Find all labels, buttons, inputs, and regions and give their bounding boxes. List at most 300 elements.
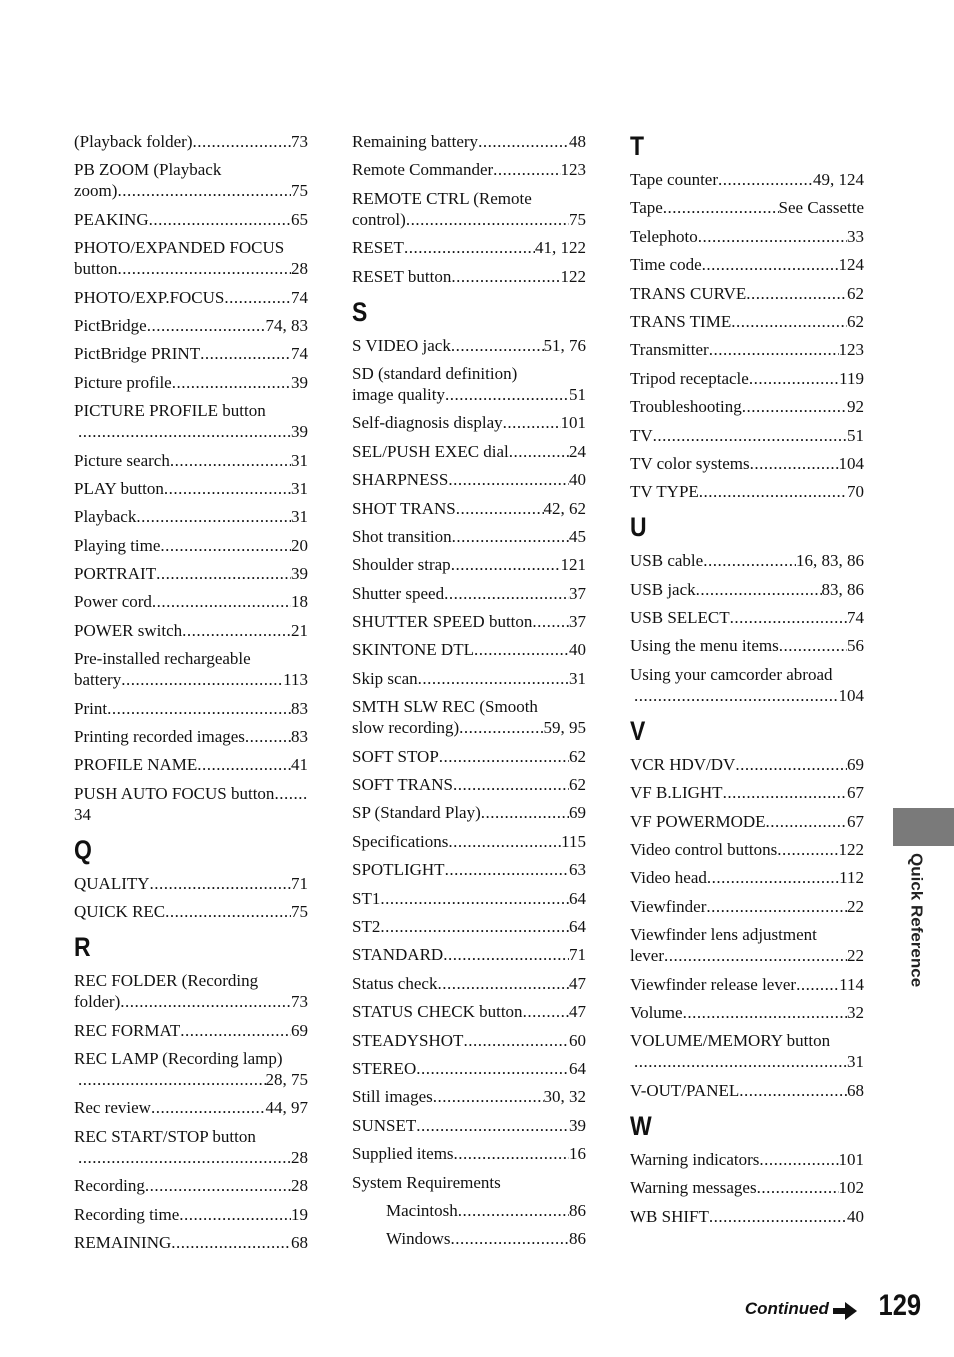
dot-leader — [707, 867, 839, 888]
dot-leader — [452, 526, 569, 547]
entry-term: USB jack — [630, 579, 696, 599]
index-entry — [352, 1086, 586, 1107]
index-entry — [352, 696, 586, 738]
entry-term: VOLUME/MEMORY button — [630, 1031, 831, 1051]
dot-leader — [749, 368, 839, 389]
entry-term: Time code — [630, 255, 702, 275]
dot-leader — [180, 1020, 291, 1041]
entry-term: Troubleshooting — [630, 397, 742, 417]
index-entry — [74, 1126, 308, 1168]
page-reference: 74 — [291, 287, 308, 307]
dot-leader — [406, 209, 569, 230]
entry-term: SP (Standard Play) — [352, 803, 481, 823]
entry-term: ST1 — [352, 888, 381, 908]
page-reference: 123 — [838, 340, 864, 360]
section-heading: U — [630, 512, 647, 543]
index-entry — [630, 169, 864, 190]
page-reference: 64 — [569, 888, 586, 908]
index-entry — [630, 311, 864, 332]
dot-leader — [759, 1149, 838, 1170]
dot-leader — [444, 583, 569, 604]
entry-term: SHUTTER SPEED button — [352, 612, 533, 632]
entry-term: zoom) — [74, 181, 118, 201]
entry-term: PICTURE PROFILE button — [74, 401, 266, 421]
entry-term: SUNSET — [352, 1115, 417, 1135]
right-arrow-icon — [833, 1302, 857, 1320]
page-reference: 69 — [291, 1020, 308, 1040]
dot-leader — [699, 481, 847, 502]
entry-term: (Playback folder) — [74, 132, 193, 151]
entry-term: Shoulder strap — [352, 555, 451, 575]
page-reference: 42, 62 — [543, 498, 586, 518]
dot-leader — [478, 131, 569, 152]
index-entry — [630, 1030, 864, 1072]
index-entry — [74, 620, 308, 641]
dot-leader — [706, 896, 847, 917]
index-entry — [630, 811, 864, 832]
dot-leader — [156, 563, 291, 584]
dot-leader — [458, 1200, 569, 1221]
page-reference: 40 — [569, 470, 586, 490]
entry-term: SD (standard definition) — [352, 363, 518, 383]
dot-leader — [456, 498, 544, 519]
page-reference: 20 — [291, 535, 308, 555]
index-entry — [352, 888, 586, 909]
page-reference: 114 — [839, 974, 864, 994]
entry-term: slow recording) — [352, 718, 460, 738]
section-heading: Q — [74, 834, 92, 865]
page-reference: 16 — [569, 1144, 586, 1164]
dot-leader — [171, 1232, 291, 1253]
page-reference: 24 — [569, 441, 586, 461]
index-entry — [352, 973, 586, 994]
index-entry — [630, 197, 864, 218]
index-entry — [630, 396, 864, 417]
entry-term: QUICK REC — [74, 902, 166, 922]
entry-term: Picture search — [74, 450, 170, 470]
dot-leader — [523, 1001, 569, 1022]
page-reference: 71 — [291, 873, 308, 893]
entry-term: Remaining battery — [352, 132, 479, 151]
section-heading: S — [352, 296, 368, 327]
entry-term: SHARPNESS — [352, 470, 449, 490]
page-reference: 39 — [291, 372, 308, 392]
index-entry — [630, 867, 864, 888]
entry-term: Self-diagnosis display — [352, 413, 503, 433]
dot-leader — [437, 973, 569, 994]
page-reference: 51 — [847, 425, 864, 445]
page-reference: 69 — [847, 754, 864, 774]
dot-leader — [170, 450, 291, 471]
index-entry — [630, 425, 864, 446]
page-reference: 86 — [569, 1229, 586, 1249]
entry-term: VF B.LIGHT — [630, 783, 723, 803]
entry-term: S VIDEO jack — [352, 335, 451, 355]
index-entry — [352, 335, 586, 356]
page-reference: 60 — [569, 1030, 586, 1050]
page-reference: 49, 124 — [813, 170, 864, 189]
entry-term: TV TYPE — [630, 482, 699, 502]
page-reference: 56 — [847, 636, 864, 656]
page-reference: 64 — [569, 916, 586, 936]
index-entry — [352, 237, 586, 258]
dot-leader — [777, 839, 838, 860]
entry-term: USB SELECT — [630, 608, 730, 628]
entry-term: Recording — [74, 1176, 145, 1196]
entry-term: Warning messages — [630, 1178, 757, 1198]
page-reference: 40 — [847, 1206, 864, 1226]
page-reference: 28, 75 — [265, 1069, 308, 1089]
index-entry — [352, 859, 586, 880]
dot-leader — [152, 591, 291, 612]
dot-leader — [192, 131, 291, 152]
index-entry — [74, 400, 308, 442]
page-reference: 28 — [291, 1147, 308, 1167]
dot-leader — [493, 159, 560, 180]
entry-term: PLAY button — [74, 478, 164, 498]
page-reference: 41, 122 — [535, 238, 586, 258]
dot-leader — [723, 782, 847, 803]
entry-term: PHOTO/EXPANDED FOCUS — [74, 238, 285, 258]
page-reference: 123 — [560, 160, 586, 180]
dot-leader — [78, 1069, 266, 1090]
section-heading: W — [630, 1110, 652, 1141]
section-heading: R — [74, 932, 91, 963]
dot-leader — [107, 698, 291, 719]
index-entry — [352, 774, 586, 795]
entry-term: ST2 — [352, 916, 381, 936]
page-reference: 104 — [838, 685, 864, 705]
entry-term: control) — [352, 209, 406, 229]
index-entry — [630, 550, 864, 571]
page-reference: 31 — [291, 450, 308, 470]
entry-term: Macintosh — [386, 1200, 458, 1220]
page-reference: 119 — [839, 368, 864, 388]
index-entry — [74, 287, 308, 308]
index-entry — [630, 635, 864, 656]
entry-term: Remote Commander — [352, 160, 494, 180]
entry-term: SPOTLIGHT — [352, 860, 445, 880]
entry-term: button — [74, 259, 118, 279]
index-entry — [630, 481, 864, 502]
page-reference: 62 — [847, 283, 864, 303]
entry-term: Playing time — [74, 535, 161, 555]
index-entry — [630, 579, 864, 600]
index-entry — [352, 131, 586, 152]
index-entry — [352, 441, 586, 462]
page-reference: 28 — [291, 1176, 308, 1196]
index-entry — [74, 754, 308, 775]
dot-leader — [172, 372, 291, 393]
dot-leader — [663, 197, 779, 218]
dot-leader — [150, 873, 291, 894]
page-reference: 31 — [291, 507, 308, 527]
dot-leader — [702, 254, 839, 275]
page-reference: 74 — [847, 608, 864, 628]
page-reference: 101 — [838, 1149, 864, 1169]
index-entry — [630, 368, 864, 389]
page-reference: 18 — [291, 592, 308, 612]
index-entry — [352, 611, 586, 632]
entry-term: STEADYSHOT — [352, 1030, 464, 1050]
page-reference: 75 — [291, 181, 308, 201]
index-entry — [74, 315, 308, 336]
index-entry — [352, 498, 586, 519]
dot-leader — [120, 991, 291, 1012]
index-column-3 — [630, 131, 864, 1234]
index-entry — [630, 1149, 864, 1170]
index-entry — [352, 188, 586, 230]
index-entry — [74, 343, 308, 364]
index-entry — [74, 591, 308, 612]
page-reference: 92 — [847, 397, 864, 417]
entry-term: Still images — [352, 1087, 433, 1107]
index-entry — [352, 1030, 586, 1051]
index-entry — [352, 831, 586, 852]
entry-term: RESET — [352, 238, 404, 258]
dot-leader — [453, 774, 569, 795]
dot-leader — [443, 944, 569, 965]
entry-term: Playback — [74, 507, 137, 527]
dot-leader — [418, 668, 569, 689]
dot-leader — [664, 945, 847, 966]
entry-term: REMOTE CTRL (Remote — [352, 188, 532, 208]
index-entry — [630, 607, 864, 628]
entry-term: QUALITY — [74, 873, 150, 893]
entry-term: Status check — [352, 973, 438, 993]
index-entry — [630, 1002, 864, 1023]
index-entry — [352, 526, 586, 547]
entry-term: Specifications — [352, 831, 449, 851]
page-reference: 112 — [839, 868, 864, 888]
page-reference: 102 — [838, 1178, 864, 1198]
entry-term: TV — [630, 425, 653, 445]
page-reference: 30, 32 — [543, 1087, 586, 1107]
index-entry — [630, 283, 864, 304]
index-entry — [352, 1001, 586, 1022]
page-reference: 62 — [569, 746, 586, 766]
dot-leader — [459, 717, 543, 738]
entry-term: PictBridge — [74, 315, 147, 335]
page-reference: 22 — [847, 946, 864, 966]
page-reference: 71 — [569, 945, 586, 965]
dot-leader — [757, 1177, 839, 1198]
dot-leader — [731, 311, 847, 332]
entry-term: WB SHIFT — [630, 1206, 709, 1226]
entry-term: STATUS CHECK button — [352, 1002, 523, 1022]
page-reference: 63 — [569, 860, 586, 880]
index-entry — [630, 226, 864, 247]
index-entry — [352, 412, 586, 433]
page-reference: 51, 76 — [543, 335, 586, 355]
entry-term: Viewfinder lens adjustment — [630, 925, 817, 945]
entry-term: Tripod receptacle — [630, 368, 749, 388]
index-entry — [74, 478, 308, 499]
index-entry — [630, 339, 864, 360]
index-entry — [74, 1232, 308, 1253]
dot-leader — [634, 1051, 847, 1072]
dot-leader — [746, 283, 847, 304]
page-reference: 69 — [569, 803, 586, 823]
dot-leader — [145, 1175, 291, 1196]
dot-leader — [416, 1115, 569, 1136]
dot-leader — [653, 425, 847, 446]
page-reference: 68 — [291, 1232, 308, 1252]
entry-term: TRANS TIME — [630, 311, 732, 331]
entry-term: PORTRAIT — [74, 564, 157, 584]
dot-leader — [451, 266, 560, 287]
entry-term: PB ZOOM (Playback — [74, 160, 222, 180]
page-reference: 68 — [847, 1080, 864, 1100]
index-entry — [74, 648, 308, 690]
dot-leader — [274, 783, 308, 804]
entry-term: Video head — [630, 868, 707, 888]
entry-term: lever — [630, 946, 664, 966]
entry-term: Shutter speed — [352, 583, 445, 603]
page-reference: 122 — [838, 840, 864, 860]
index-entry — [352, 802, 586, 823]
dot-leader — [245, 726, 291, 747]
index-entry — [74, 535, 308, 556]
dot-leader — [750, 453, 839, 474]
entry-term: Recording time — [74, 1204, 180, 1224]
index-entry — [74, 726, 308, 747]
entry-term: Using the menu items — [630, 636, 779, 656]
dot-leader — [117, 258, 291, 279]
index-entry — [74, 970, 308, 1012]
dot-leader — [404, 237, 535, 258]
index-entry — [352, 363, 586, 405]
page-reference: 45 — [569, 526, 586, 546]
index-entry — [630, 839, 864, 860]
entry-term: REC FOLDER (Recording — [74, 971, 259, 991]
page-reference: 70 — [847, 482, 864, 502]
index-entry — [74, 131, 308, 152]
index-entry — [352, 159, 586, 180]
entry-term: TRANS CURVE — [630, 283, 747, 303]
page-reference: 21 — [291, 620, 308, 640]
entry-term: battery — [74, 670, 122, 690]
page-reference: 51 — [569, 384, 586, 404]
dot-leader — [197, 754, 291, 775]
index-entry — [352, 1058, 586, 1079]
index-entry — [630, 1080, 864, 1101]
index-entry — [630, 1177, 864, 1198]
index-entry — [74, 1204, 308, 1225]
page-reference: 83, 86 — [821, 579, 864, 599]
entry-term: STANDARD — [352, 945, 444, 965]
entry-term: Pre-installed rechargeable — [74, 649, 251, 669]
entry-term: Viewfinder — [630, 896, 707, 916]
entry-term: PROFILE NAME — [74, 755, 198, 775]
index-entry — [74, 901, 308, 922]
page-reference: 37 — [569, 583, 586, 603]
dot-leader — [739, 1080, 847, 1101]
index-entry — [352, 469, 586, 490]
dot-leader — [709, 339, 839, 360]
index-entry — [352, 639, 586, 660]
entry-term: Transmitter — [630, 340, 709, 360]
page-reference: 47 — [569, 973, 586, 993]
dot-leader — [532, 611, 569, 632]
entry-term: REC FORMAT — [74, 1020, 181, 1040]
page-reference: 47 — [569, 1002, 586, 1022]
page-reference: 22 — [847, 896, 864, 916]
entry-term: Skip scan — [352, 668, 418, 688]
index-entry — [74, 372, 308, 393]
index-entry — [74, 1097, 308, 1118]
index-entry — [74, 1020, 308, 1041]
entry-term: Picture profile — [74, 372, 172, 392]
page-reference: 64 — [569, 1058, 586, 1078]
dot-leader — [718, 169, 813, 190]
index-entry — [352, 266, 586, 287]
entry-term: Viewfinder release lever — [630, 974, 797, 994]
entry-term: Supplied items — [352, 1144, 454, 1164]
index-entry — [74, 1175, 308, 1196]
page-reference: 31 — [569, 668, 586, 688]
index-entry — [352, 668, 586, 689]
page-reference: 62 — [569, 775, 586, 795]
entry-term: STEREO — [352, 1058, 417, 1078]
dot-leader — [454, 1143, 569, 1164]
dot-leader — [224, 287, 291, 308]
index-entry — [74, 698, 308, 719]
dot-leader — [182, 620, 291, 641]
entry-term: PictBridge PRINT — [74, 344, 201, 364]
continued-label: Continued — [744, 1299, 829, 1318]
index-entry — [352, 1200, 586, 1221]
page-reference: 32 — [847, 1002, 864, 1022]
page-footer — [745, 1290, 921, 1322]
page-reference: 124 — [838, 255, 864, 275]
entry-term: SOFT TRANS — [352, 775, 453, 795]
index-entry — [352, 916, 586, 937]
dot-leader — [121, 669, 283, 690]
entry-term: POWER switch — [74, 620, 183, 640]
index-entry — [352, 1115, 586, 1136]
entry-term: Windows — [386, 1229, 451, 1249]
dot-leader — [448, 469, 569, 490]
dot-leader — [463, 1030, 569, 1051]
entry-term: Tape counter — [630, 170, 719, 189]
page-reference: 74 — [291, 344, 308, 364]
dot-leader — [165, 901, 291, 922]
page-reference: 16, 83, 86 — [796, 551, 864, 571]
index-entry — [352, 944, 586, 965]
page-reference: 19 — [291, 1204, 308, 1224]
index-entry — [630, 254, 864, 275]
page-reference: 39 — [291, 422, 308, 442]
index-entry — [74, 506, 308, 527]
entry-term: USB cable — [630, 551, 704, 571]
side-tab-marker — [893, 808, 954, 846]
index-entry — [630, 974, 864, 995]
entry-term: Volume — [630, 1002, 683, 1022]
entry-term: PUSH AUTO FOCUS button — [74, 783, 275, 803]
entry-term: Using your camcorder abroad — [630, 664, 833, 684]
dot-leader — [450, 1228, 569, 1249]
dot-leader — [78, 421, 291, 442]
page-reference: 37 — [569, 612, 586, 632]
index-entry — [352, 1172, 586, 1193]
page-reference: 67 — [847, 811, 864, 831]
page-reference: 44, 97 — [265, 1098, 308, 1118]
dot-leader — [380, 888, 569, 909]
page-reference: 31 — [291, 478, 308, 498]
index-entry — [74, 237, 308, 279]
dot-leader — [164, 478, 291, 499]
